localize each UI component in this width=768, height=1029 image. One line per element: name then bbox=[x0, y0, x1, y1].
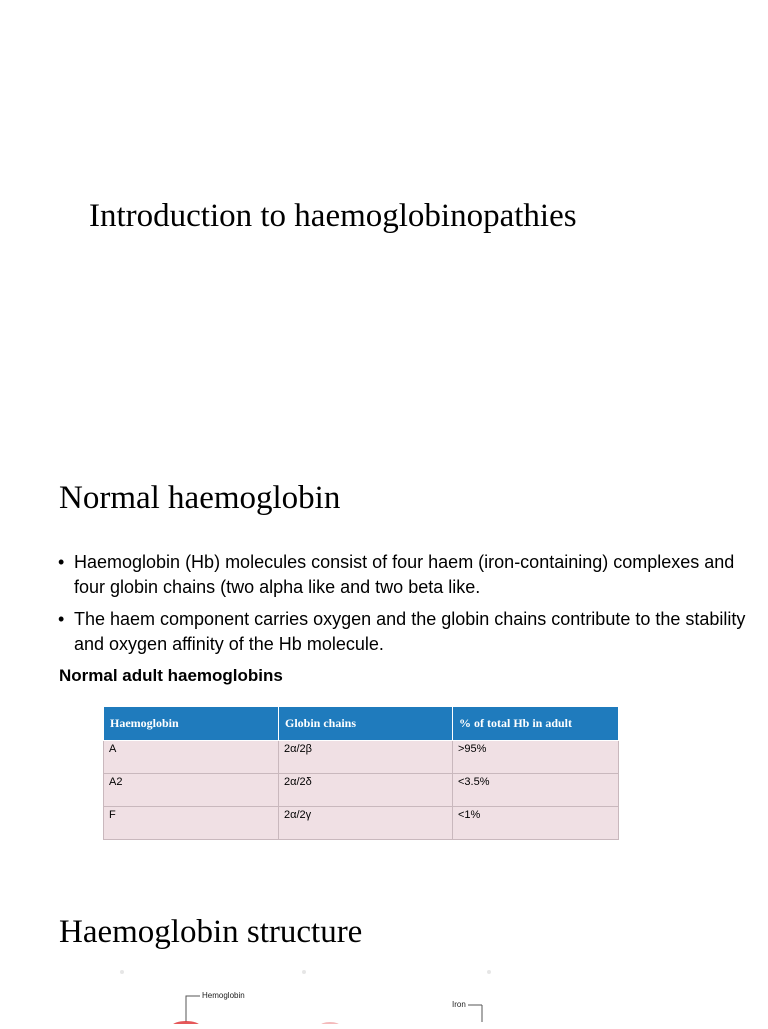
hemoglobin-label: Hemoglobin bbox=[202, 991, 245, 1000]
bullet-item bbox=[58, 607, 748, 657]
iron-label: Iron bbox=[452, 1000, 466, 1009]
bullet-list bbox=[58, 550, 748, 664]
faint-dot bbox=[487, 970, 491, 974]
table-heading: Normal adult haemoglobins bbox=[59, 666, 283, 685]
table-row bbox=[104, 807, 619, 840]
haemoglobin-structure-diagram bbox=[0, 960, 768, 1024]
bullet-dot: • bbox=[58, 552, 65, 572]
hemoglobin-leader-line bbox=[186, 996, 200, 1022]
table-cell: 2α/2γ bbox=[279, 807, 453, 840]
table-row bbox=[104, 741, 619, 774]
table-cell: 2α/2δ bbox=[279, 774, 453, 807]
diagram-graphic bbox=[0, 960, 768, 1024]
slide-title-intro: Introduction to haemoglobinopathies bbox=[89, 198, 577, 234]
table-cell: A2 bbox=[104, 774, 279, 807]
bullet-dot: • bbox=[58, 609, 65, 629]
column-header: Haemoglobin bbox=[104, 707, 279, 741]
table-header-row bbox=[104, 707, 619, 741]
table-cell: <3.5% bbox=[453, 774, 619, 807]
slide-title-haemoglobin-structure: Haemoglobin structure bbox=[59, 914, 363, 950]
table-cell: <1% bbox=[453, 807, 619, 840]
table-cell: A bbox=[104, 741, 279, 774]
faint-dot bbox=[302, 970, 306, 974]
column-header: Globin chains bbox=[279, 707, 453, 741]
slide-title-normal-haemoglobin: Normal haemoglobin bbox=[59, 480, 341, 516]
adult-haemoglobins-table bbox=[103, 706, 619, 840]
table-cell: 2α/2β bbox=[279, 741, 453, 774]
bullet-text: Haemoglobin (Hb) molecules consist of four haem (iron-containing) complexes and four globin chains (two alpha like and two beta like. bbox=[74, 552, 735, 597]
bullet-text: The haem component carries oxygen and the globin chains contribute to the stability and oxygen affinity of the Hb molecule. bbox=[74, 609, 746, 654]
bullet-item bbox=[58, 550, 748, 600]
faint-dot bbox=[120, 970, 124, 974]
table-cell: >95% bbox=[453, 741, 619, 774]
column-header: % of total Hb in adult bbox=[453, 707, 619, 741]
table-row bbox=[104, 774, 619, 807]
table-cell: F bbox=[104, 807, 279, 840]
